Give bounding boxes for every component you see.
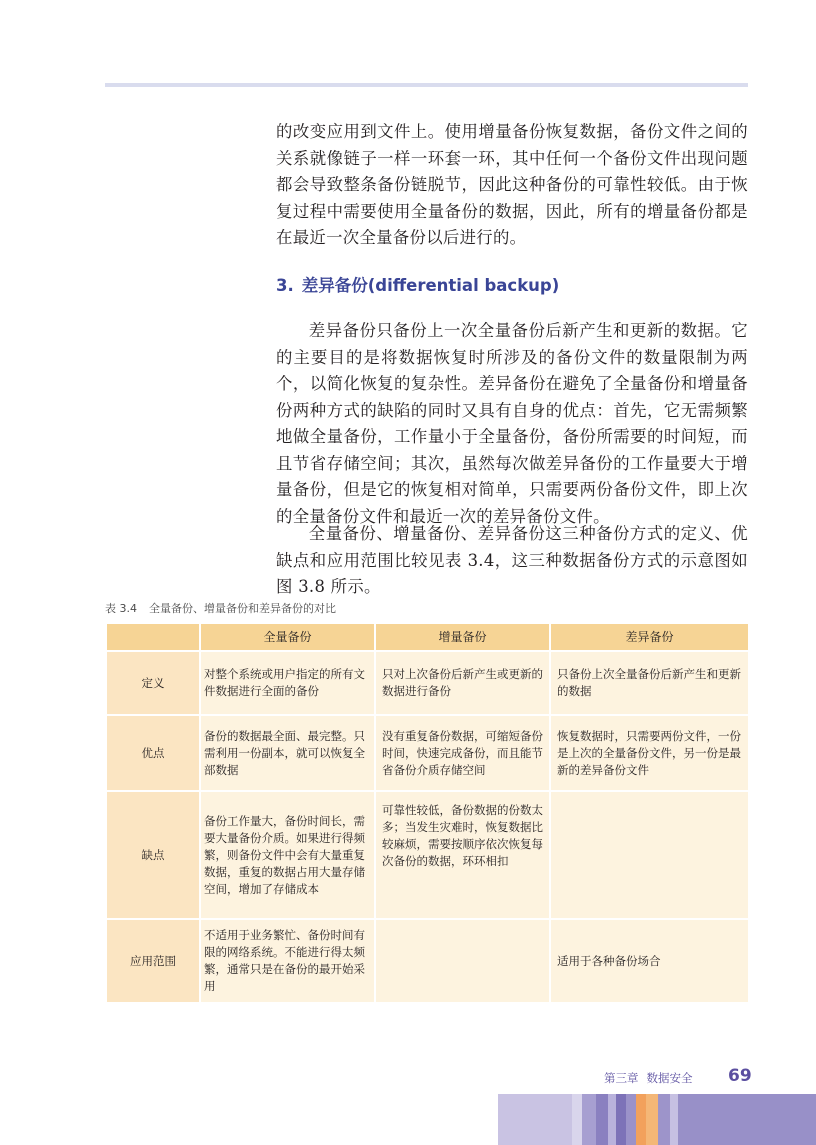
- table-caption: [105, 600, 336, 616]
- row-label: 缺点: [107, 792, 199, 918]
- table-header-incremental: 增量备份: [376, 624, 549, 650]
- cell-full: 对整个系统或用户指定的所有文件数据进行全面的备份: [201, 652, 374, 714]
- comparison-table: [105, 622, 750, 1004]
- table-row-disadvantages: [107, 792, 748, 918]
- cell-differential: 适用于各种备份场合: [551, 920, 748, 1002]
- section-heading: [276, 272, 559, 296]
- row-label: 优点: [107, 716, 199, 790]
- section-title: 差异备份(differential backup): [301, 276, 560, 295]
- cell-full: 备份的数据最全面、最完整。只需利用一份副本，就可以恢复全部数据: [201, 716, 374, 790]
- section-number: 3.: [276, 276, 294, 295]
- footer-chapter: 第三章: [604, 1071, 639, 1085]
- row-label: 应用范围: [107, 920, 199, 1002]
- row-label: 定义: [107, 652, 199, 714]
- table-row-scope: [107, 920, 748, 1002]
- running-footer: [604, 1070, 693, 1086]
- paragraph-incremental-continued: 的改变应用到文件上。使用增量备份恢复数据，备份文件之间的关系就像链子一样一环套一环，其中任何一个备份文件出现问题都会导致整条备份链脱节，因此这种备份的可靠性较低。由于恢复过程中需要使用全量备份的数据，因此，所有的增量备份都是在最近一次全量备份以后进行的。: [276, 122, 748, 247]
- table-header-differential: 差异备份: [551, 624, 748, 650]
- cell-incremental: [376, 920, 549, 1002]
- footer-section: 数据安全: [646, 1071, 693, 1085]
- table-caption-text: 全量备份、增量备份和差异备份的对比: [149, 602, 336, 615]
- cell-incremental: 可靠性较低，备份数据的份数太多；当发生灾难时，恢复数据比较麻烦，需要按顺序依次恢复每次备份的数据，环环相扣: [376, 792, 549, 918]
- cell-differential: 恢复数据时，只需要两份文件，一份是上次的全量备份文件，另一份是最新的差异备份文件: [551, 716, 748, 790]
- paragraph-differential-backup: 差异备份只备份上一次全量备份后新产生和更新的数据。它的主要目的是将数据恢复时所涉及的备份文件的数量限制为两个，以简化恢复的复杂性。差异备份在避免了全量备份和增量备份两种方式的缺陷的同时又具有自身的优点：首先，它无需频繁地做全量备份，工作量小于全量备份，备份所需要的时间短，而且节省存储空间；其次，虽然每次做差异备份的工作量要大于增量备份，但是它的恢复相对简单，只需要两份备份文件，即上次的全量备份文件和最近一次的差异备份文件。: [276, 321, 748, 526]
- top-rule: [105, 83, 748, 87]
- table-header-row: [107, 624, 748, 650]
- cell-full: 不适用于业务繁忙、备份时间有限的网络系统。不能进行得太频繁，通常只是在备份的最开始采用: [201, 920, 374, 1002]
- decorative-color-band: [498, 1094, 816, 1145]
- table-header-corner: [107, 624, 199, 650]
- table-row-definition: [107, 652, 748, 714]
- table-caption-number: 表 3.4: [105, 602, 137, 615]
- page-number: 69: [728, 1066, 752, 1086]
- cell-incremental: 只对上次备份后新产生或更新的数据进行备份: [376, 652, 549, 714]
- cell-differential: [551, 792, 748, 918]
- cell-incremental: 没有重复备份数据，可缩短备份时间，快速完成备份，而且能节省备份介质存储空间: [376, 716, 549, 790]
- table-header-full: 全量备份: [201, 624, 374, 650]
- paragraph-comparison-intro: 全量备份、增量备份、差异备份这三种备份方式的定义、优缺点和应用范围比较见表 3.4，这三种数据备份方式的示意图如图 3.8 所示。: [276, 524, 748, 596]
- cell-differential: 只备份上次全量备份后新产生和更新的数据: [551, 652, 748, 714]
- cell-full: 备份工作量大，备份时间长，需要大量备份介质。如果进行得频繁，则备份文件中会有大量重复数据，重复的数据占用大量存储空间，增加了存储成本: [201, 792, 374, 918]
- table-row-advantages: [107, 716, 748, 790]
